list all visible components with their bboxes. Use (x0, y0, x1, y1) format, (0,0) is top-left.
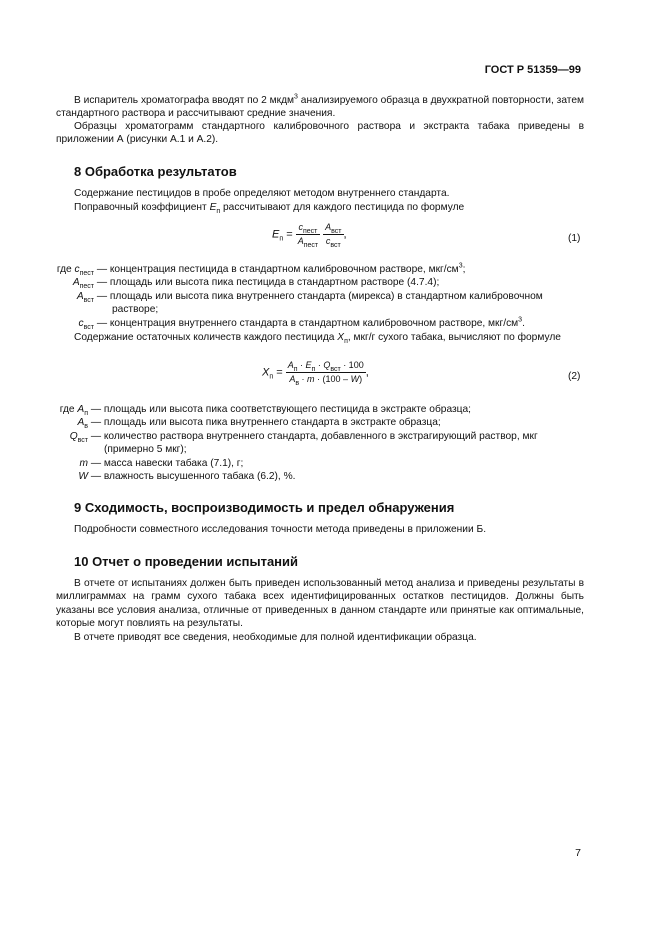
definitions-1 (28, 263, 586, 330)
document-code: ГОСТ Р 51359—99 (484, 64, 581, 76)
section-8-title: 8 Обработка результатов (74, 164, 237, 179)
formula-2: $X_п$ = $\frac{A_п \cdot E_п \cdot Q_{вст} \cdot 100}{A_в \cdot m \cdot (100 - W)}$ , (262, 360, 369, 387)
section-8-paragraph-3: Содержание остаточных количеств каждого пестицида $X_п$, мкг/г сухого табака, вычисляют по формуле (74, 332, 561, 346)
definition-item: $A_{пест}$ — площадь или высота пика пестицида в стандартном растворе (4.7.4); (72, 277, 440, 291)
definition-item: $c_{вст}$ — концентрация внутреннего стандарта в стандартном калибровочном растворе, мкг/$см^3$. (78, 316, 525, 331)
section-10-paragraph-2: В отчете приводят все сведения, необходимые для полной идентификации образца. (74, 632, 477, 643)
intro-paragraph-2: Образцы хроматограмм стандартного калибровочного раствора и экстракта табака приведены в приложении А (рисунки А.1 и А.2). (56, 121, 584, 146)
page-number: 7 (575, 847, 581, 859)
definition-item: где $A_п$ — площадь или высота пика соответствующего пестицида в экстракте образца; (59, 404, 471, 418)
section-8-paragraph-2: Поправочный коэффициент $E_п$ рассчитывают для каждого пестицида по формуле (74, 202, 465, 216)
formula-1: $E_п$ = $\frac{c_{пест}}{A_{пест}}$ $\frac{A_{вст}}{c_{вст}}$ , (272, 222, 347, 249)
definition-item: W — влажность высушенного табака (6.2), %. (78, 471, 296, 483)
definitions-2 (28, 403, 586, 483)
definition-item: $A_в$ — площадь или высота пика внутреннего стандарта в экстракте образца; (77, 417, 441, 431)
section-9-title: 9 Сходимость, воспроизводимость и предел обнаружения (74, 500, 455, 515)
section-10-paragraph-1: В отчете от испытаниях должен быть приведен использованный метод анализа и приведены результаты в миллиграммах на грамм сухого табака всех идентифицированных остатков пестицидов. Должны быть указаны все условия анализа, отличные от приведенных в данном стандарте или принятые как оптимальные, которые могут повлиять на результаты. (56, 578, 584, 630)
definition-item: где $c_{пест}$ — концентрация пестицида в стандартном калибровочном растворе, мкг/$см^3$; (56, 262, 466, 278)
section-8-paragraph-1: Содержание пестицидов в пробе определяют методом внутреннего стандарта. (74, 188, 450, 199)
formula-2-number: (2) (568, 371, 581, 382)
definition-item: m — масса навески табака (7.1), г; (79, 457, 244, 469)
definition-item: $Q_{вст}$ — количество раствора внутреннего стандарта, добавленного в экстрагирующий раствор, мкг (примерно 5 мкг); (69, 430, 538, 456)
intro-paragraph-1: В испаритель хроматографа вводят по 2 мкдм$^3$ анализируемого образца в двухкратной повторности, затем стандартного раствора и рассчитывают средние значения. (56, 93, 584, 120)
section-10-title: 10 Отчет о проведении испытаний (74, 554, 299, 569)
definition-item: $A_{вст}$ — площадь или высота пика внутреннего стандарта (мирекса) в стандартном калибровочном растворе; (76, 290, 543, 316)
formula-1-number: (1) (568, 233, 581, 244)
section-9-paragraph-1: Подробности совместного исследования точности метода приведены в приложении Б. (74, 524, 487, 535)
